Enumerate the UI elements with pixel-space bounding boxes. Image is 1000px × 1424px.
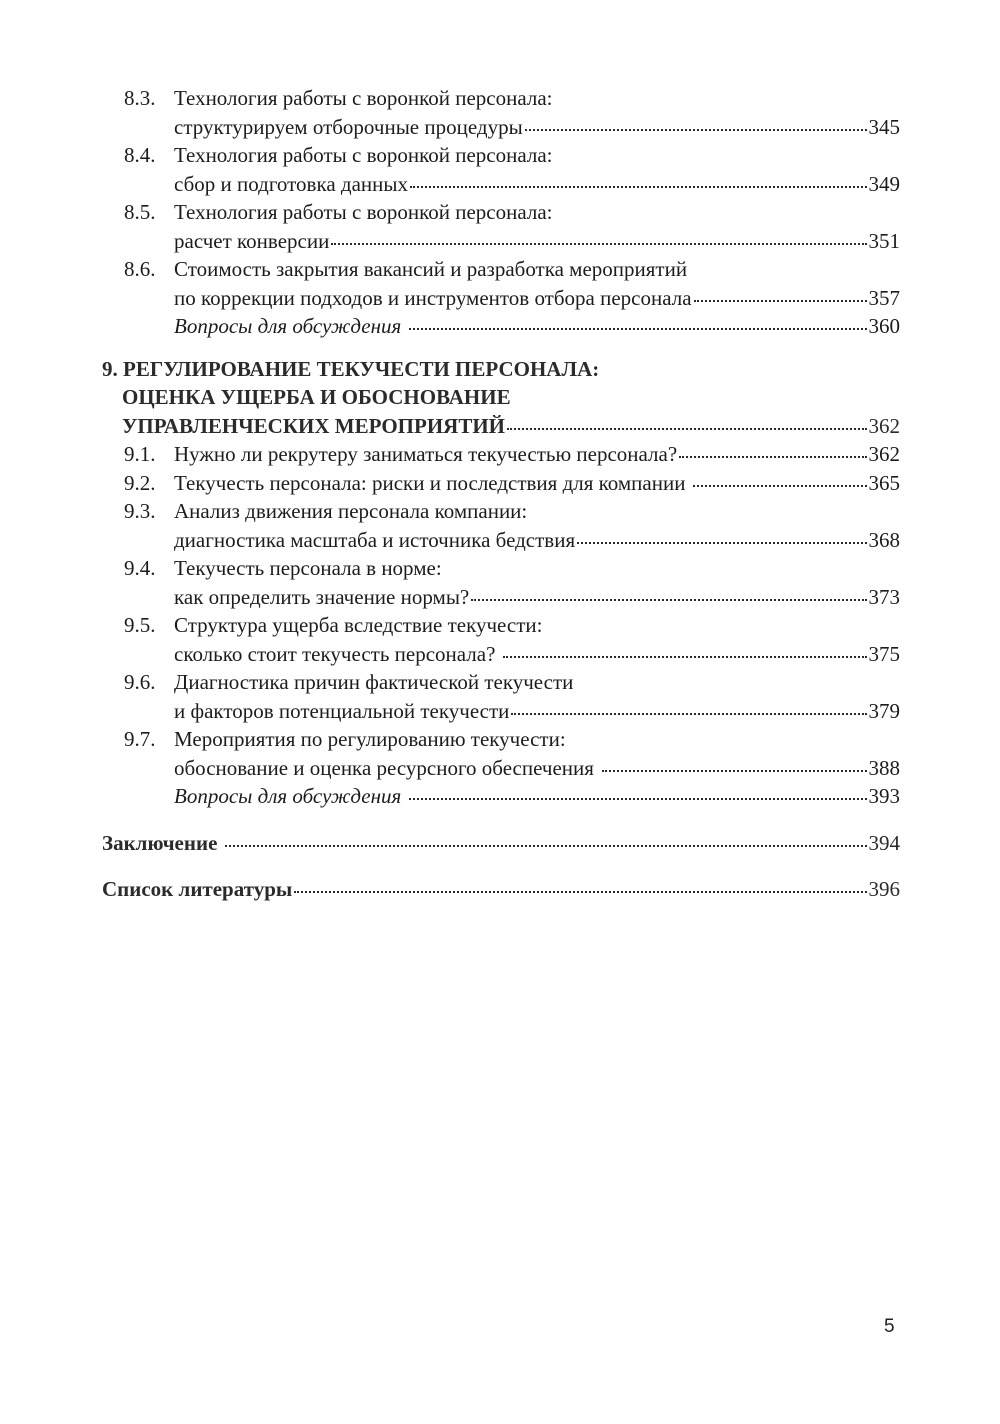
toc-entry-number: 9.3. (124, 499, 156, 523)
dot-leader (679, 455, 866, 458)
toc-questions-entry (102, 782, 900, 811)
toc-page-number: 379 (868, 698, 900, 723)
toc-page-number: 351 (868, 228, 900, 253)
toc-entry (102, 668, 900, 725)
toc-page-number: 394 (868, 830, 900, 855)
toc-page-number: 373 (868, 584, 900, 609)
toc-entry (102, 198, 900, 255)
toc-entry-number: 9.4. (124, 556, 156, 580)
chapter-title-line: УПРАВЛЕНЧЕСКИХ МЕРОПРИЯТИЙ (122, 413, 506, 438)
toc-entry-title-line: структурируем отборочные процедуры (174, 114, 523, 139)
toc-entry (102, 440, 900, 469)
dot-leader (693, 484, 866, 487)
toc-entry-title-line: Структура ущерба вследствие текучести: (174, 613, 543, 637)
toc-entry-number: 8.6. (124, 257, 156, 281)
toc-entry-title-line: диагностика масштаба и источника бедствия (174, 527, 576, 552)
toc-page-number: 368 (868, 527, 900, 552)
toc-page-number: 393 (868, 784, 900, 808)
dot-leader (602, 769, 867, 772)
toc-conclusion-entry (102, 829, 900, 858)
toc-page-number: 388 (868, 755, 900, 780)
toc-references-label: Список литературы (102, 877, 293, 901)
toc-entry (102, 725, 900, 782)
toc-page-number: 357 (868, 285, 900, 310)
toc-page-number: 375 (868, 641, 900, 666)
toc-entry-title-line: как определить значение нормы? (174, 584, 470, 609)
toc-entry-title-line: Текучесть персонала: риски и последствия для компании (174, 470, 686, 495)
toc-entry-title-line: обоснование и оценка ресурсного обеспечения (174, 755, 594, 780)
dot-leader (471, 598, 866, 601)
toc-entry-title-line: Мероприятия по регулированию текучести: (174, 727, 566, 751)
toc-page-number: 362 (868, 413, 900, 438)
toc-entry-number: 8.3. (124, 86, 156, 110)
toc-entry-title-line: Текучесть персонала в норме: (174, 556, 442, 580)
toc-entry-number: 9.6. (124, 670, 156, 694)
toc-entry-title-line: Технология работы с воронкой персонала: (174, 86, 553, 110)
dot-leader (511, 712, 866, 715)
toc-entry (102, 141, 900, 198)
toc-entry-number: 9.2. (124, 470, 156, 495)
toc-entry (102, 554, 900, 611)
toc-page-number: 349 (868, 171, 900, 196)
toc-entry-title-line: сбор и подготовка данных (174, 171, 408, 196)
toc-entry (102, 497, 900, 554)
toc-entry-title-line: Стоимость закрытия вакансий и разработка мероприятий (174, 257, 688, 281)
toc-entry-title-line: Нужно ли рекрутеру заниматься текучестью персонала? (174, 442, 678, 466)
toc-entry-title-line: расчет конверсии (174, 228, 330, 253)
dot-leader (410, 185, 867, 188)
dot-leader (694, 299, 867, 302)
dot-leader (577, 541, 866, 544)
toc-entry (102, 469, 900, 498)
dot-leader (294, 890, 866, 893)
dot-leader (503, 655, 866, 658)
toc-entry (102, 611, 900, 668)
toc-entry (102, 255, 900, 312)
dot-leader (331, 242, 866, 245)
toc-questions-entry (102, 312, 900, 341)
chapter-title-line: ОЦЕНКА УЩЕРБА И ОБОСНОВАНИЕ (122, 385, 511, 409)
toc-page-number: 365 (868, 470, 900, 495)
dot-leader (409, 327, 866, 330)
toc-entry-title-line: по коррекции подходов и инструментов отбора персонала (174, 285, 692, 310)
toc-questions-label: Вопросы для обсуждения (174, 314, 402, 338)
toc-entry (102, 84, 900, 141)
toc-entry-title-line: и факторов потенциальной текучести (174, 698, 510, 723)
page-number: 5 (884, 1316, 895, 1337)
toc-entry-number: 8.5. (124, 200, 156, 224)
toc-chapter-heading (102, 355, 900, 441)
toc-conclusion-label: Заключение (102, 830, 218, 855)
toc-questions-label: Вопросы для обсуждения (174, 784, 402, 808)
dot-leader (507, 427, 866, 430)
dot-leader (409, 797, 866, 800)
toc-entry-number: 8.4. (124, 143, 156, 167)
chapter-title-line: 9. РЕГУЛИРОВАНИЕ ТЕКУЧЕСТИ ПЕРСОНАЛА: (102, 356, 600, 381)
toc-entry-number: 9.5. (124, 613, 156, 637)
toc-entry-title-line: Анализ движения персонала компании: (174, 499, 528, 523)
toc-page-number: 360 (868, 314, 900, 338)
toc-entry-title-line: Технология работы с воронкой персонала: (174, 200, 553, 224)
toc-entry-title-line: Технология работы с воронкой персонала: (174, 143, 553, 167)
toc-page-number: 362 (868, 442, 900, 466)
toc-entry-title-line: Диагностика причин фактической текучести (174, 670, 574, 694)
toc-entry-number: 9.7. (124, 727, 156, 751)
toc-references-entry (102, 875, 900, 904)
toc-page-number: 396 (868, 877, 900, 901)
table-of-contents (102, 84, 900, 904)
dot-leader (225, 844, 866, 847)
dot-leader (525, 128, 867, 131)
toc-page-number: 345 (868, 114, 900, 139)
toc-entry-number: 9.1. (124, 442, 156, 466)
toc-entry-title-line: сколько стоит текучесть персонала? (174, 641, 496, 666)
